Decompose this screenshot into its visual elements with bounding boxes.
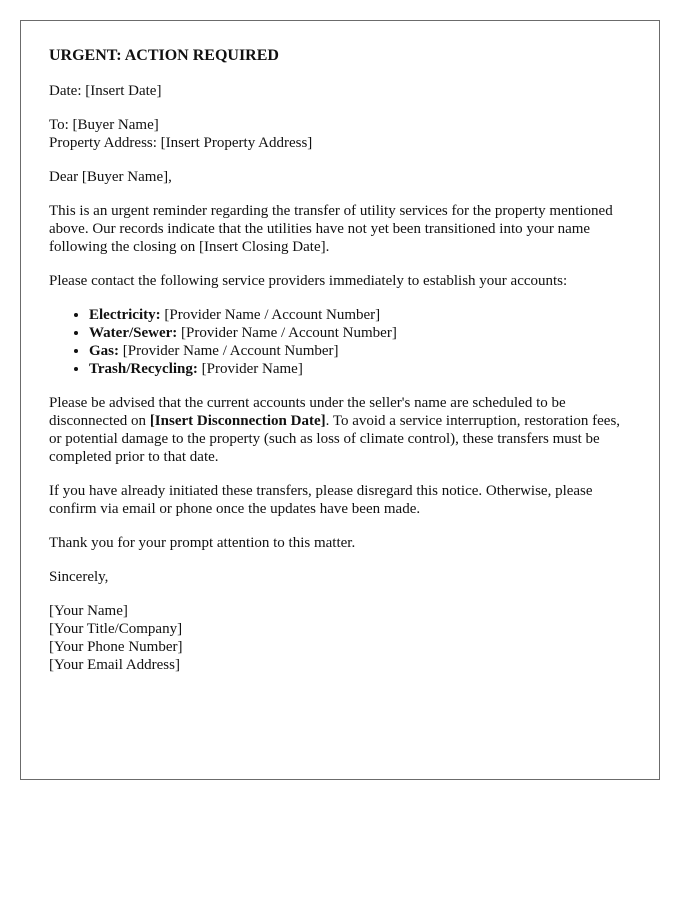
intro-paragraph: This is an urgent reminder regarding the transfer of utility services for the property mentioned above. Our records indicate that the utilities have not yet been transitioned into your name following the closing on [Insert Closing Date].: [49, 203, 613, 255]
provider-item-trash-recycling: [89, 360, 631, 378]
signature-title: [Your Title/Company]: [49, 621, 183, 637]
provider-list: [49, 306, 631, 378]
advisory-text-end: . To avoid a service interruption, restoration fees, or potential damage to the property (such as loss of climate control), these transfers must be completed prior to that date.: [49, 413, 621, 465]
to-line: To: [Buyer Name]: [49, 117, 159, 133]
signature-email: [Your Email Address]: [49, 657, 180, 673]
signature-block: [49, 602, 631, 674]
disconnection-date: [Insert Disconnection Date]: [149, 413, 326, 429]
advisory-text-start: Please be advised that the current accounts under the seller's name are scheduled to be disconnected on: [49, 395, 566, 429]
provider-item-electricity: [89, 306, 631, 324]
provider-label: Water/Sewer:: [89, 325, 178, 341]
date-line: Date: [Insert Date]: [49, 83, 162, 99]
letter-heading: URGENT: ACTION REQUIRED: [49, 47, 279, 64]
disregard-paragraph: If you have already initiated these transfers, please disregard this notice. Otherwise, please confirm via email or phone once the updates have been made.: [49, 483, 593, 517]
closing: Sincerely,: [49, 569, 109, 585]
provider-value: [Provider Name / Account Number]: [160, 307, 381, 323]
provider-value: [Provider Name / Account Number]: [177, 325, 397, 341]
provider-value: [Provider Name]: [197, 361, 303, 377]
provider-label: Gas:: [89, 343, 119, 359]
greeting: Dear [Buyer Name],: [49, 169, 172, 185]
advisory-paragraph: [49, 394, 631, 466]
provider-item-gas: [89, 342, 631, 360]
property-address-line: Property Address: [Insert Property Address]: [49, 135, 313, 151]
provider-value: [Provider Name / Account Number]: [119, 343, 339, 359]
provider-label: Trash/Recycling:: [89, 361, 198, 377]
letter-page: [20, 20, 660, 780]
provider-label: Electricity:: [89, 307, 161, 323]
thanks-paragraph: Thank you for your prompt attention to this matter.: [49, 535, 356, 551]
provider-item-water-sewer: [89, 324, 631, 342]
signature-name: [Your Name]: [49, 603, 128, 619]
contact-paragraph: Please contact the following service providers immediately to establish your accounts:: [49, 273, 568, 289]
signature-phone: [Your Phone Number]: [49, 639, 183, 655]
recipient-block: [49, 116, 631, 152]
